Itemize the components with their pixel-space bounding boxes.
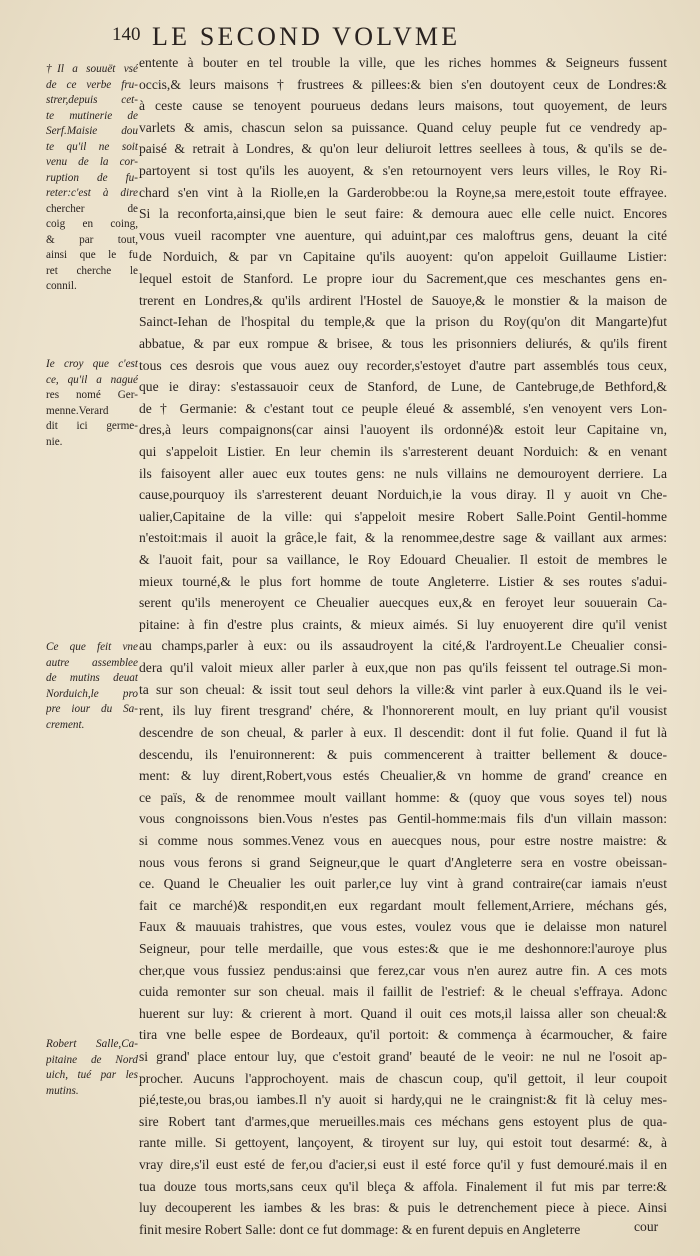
text-line: cause,pourquoy ils s'arresterent deuant Norduich,ie la vous diray. Il y auoit vn Che- xyxy=(139,487,667,503)
catchword: cour xyxy=(634,1219,659,1234)
margin-note-line: †Il a souuët vsé xyxy=(46,63,138,75)
text-line: vray dire,s'il eust esté de fer,ou d'acier,si eust il esté force qu'il y fust demouré.mais il en xyxy=(139,1157,667,1173)
text-line: tua douze tous morts,sans ceux qu'il bleça & affola. Finalement il fut mis par terre:& xyxy=(139,1178,667,1194)
margin-note-line: venu de la cor- xyxy=(46,156,138,168)
text-line: mieux tourné,& le plus fort homme de toute Angleterre. Listier & ses routes s'adui- xyxy=(139,573,667,589)
margin-note-line: dit ici germe- xyxy=(46,420,138,432)
margin-note-line: pre iour du Sa- xyxy=(46,703,138,715)
text-line: vous vueil racompter vne auenture, qui aduint,par ces maloftrus gens, deuant la cité xyxy=(139,227,667,243)
text-line: n'estoit:mais il auoit la grâce,le fait, & la renommee,destre sage & vaillant aux armes: xyxy=(139,530,667,546)
margin-note-line: Norduich,le pro xyxy=(46,687,138,700)
margin-note-line: uich, tué par les xyxy=(46,1069,138,1081)
margin-note-line: ainsi que le fu xyxy=(46,249,138,261)
text-line: au champs,parler à eux: ou ils assaudroyent la cité,& l'ardroyent.Le Cheualier consi- xyxy=(139,638,667,654)
text-line: varlets & amis, chascun selon sa puissance. Quand celuy peuple fut ce vendredy ap- xyxy=(139,119,667,135)
text-line: pitaine: à fin d'estre plus craints, & mieux aimés. Si luy enuoyerent dire qu'il venist xyxy=(139,616,667,632)
text-line: procher. Aucuns l'approchoyent. mais de chascun coup, qu'il gettoit, il leur coupoit xyxy=(139,1070,667,1086)
text-line: descendre de son cheual, & parler à eux. Il descendit: dont il fut folie. Quand il fut là xyxy=(139,724,667,740)
text-line: luy decouperent les iambes & les bras: & puis le detrenchement piece à piece. Ainsi xyxy=(139,1200,667,1216)
text-line: descendu, ils l'enuironnerent: & puis commencerent à traitter bellement & douce- xyxy=(139,746,667,762)
margin-note-norduich-assembly xyxy=(46,640,138,733)
text-line: cuida remonter sur son cheual. mais il faillit de l'estrief: & le cheual s'effraya. Adonc xyxy=(139,984,667,1000)
margin-note-line: res nomé Ger- xyxy=(46,389,138,401)
margin-note-germenne xyxy=(46,357,138,450)
margin-note-line: chercher de xyxy=(46,202,138,215)
text-line: serent qu'ils meneroyent ce Cheualier auecques eux,& en feroyet leur souuerain Ca- xyxy=(139,595,667,611)
margin-note-line: Ce que feit vne xyxy=(46,641,138,653)
text-line: si grand' place entour luy, que c'estoit grand' beauté de le veoir: ne nul ne l'osoit ap- xyxy=(139,1049,667,1065)
text-line: de Norduich, & par vn Capitaine qu'ils auoyent: qu'on appeloit Guillaume Listier: xyxy=(139,249,667,265)
margin-note-line: Robert Salle,Ca- xyxy=(46,1038,138,1050)
text-line: paisé & retrait à Londres, & qu'on leur deliuroit lettres seellees à tous, & qu'ils se de- xyxy=(139,141,667,157)
running-head: LE SECOND VOLVME xyxy=(152,22,461,51)
text-line: sire Robert tant d'armes,que merueilles.mais ces méchans gens estoyent plus de qua- xyxy=(139,1113,667,1129)
main-text-block xyxy=(139,52,667,1241)
text-line: huerent sur luy: & crierent à mort. Quand il ouit ces mots,il laissa aller son cheual:& xyxy=(139,1005,667,1021)
margin-note-frustrer xyxy=(46,62,138,295)
text-line: ce païs, & de renommee moult vaillant homme: & (quoy que vous soyes tel) nous xyxy=(139,789,667,805)
margin-note-line: connil. xyxy=(46,280,77,292)
text-line: tous ces desrois que vous auez ouy recorder,s'estoyet d'autre part assemblés tous ceux, xyxy=(139,357,667,373)
text-line: dres,à leurs compaignons(car ainsi l'auoyent ils ordonné)& estoit leur Capitaine vn, xyxy=(139,422,667,438)
margin-note-line: strer,depuis cet- xyxy=(46,94,138,106)
page-header xyxy=(112,24,592,50)
text-line: Si la reconforta,ainsi,que bien le seut faire: & demoura auec elle celle nuict. Encores xyxy=(139,206,667,222)
margin-note-line: Ie croy que c'est xyxy=(46,358,138,370)
text-line: partoyent si tost qu'ils les auoyent, & s'en retournoyent vers leurs villes, le Roy Ri- xyxy=(139,163,667,179)
margin-note-line: autre assemblee xyxy=(46,656,138,669)
margin-note-line: nie. xyxy=(46,435,63,448)
margin-note-line: ruption de fu- xyxy=(46,171,138,184)
text-line: finit mesire Robert Salle: dont ce fut dommage: & en furent depuis en Angleterre xyxy=(139,1221,581,1237)
margin-note-line: menne.Verard xyxy=(46,404,109,417)
text-line: fait ce marché)& respondit,en eux regardant moult fellement,Arriere, méchans gés, xyxy=(139,897,667,913)
margin-note-line: de mutins deuat xyxy=(46,672,138,684)
margin-note-line: te qu'il ne soit xyxy=(46,140,138,153)
text-line: rante mille. Si gettoyent, lançoyent, & tiroyent sur luy, qui estoit tout desarmé: &, à xyxy=(139,1135,667,1151)
margin-note-line: ce, qu'il a nagué xyxy=(46,373,138,386)
page-number: 140 xyxy=(112,24,141,45)
text-line: si comme nous sommes.Venez vous en auecques nous, pour estre nostre maistre: & xyxy=(139,832,667,848)
margin-note-line: de ce verbe fru- xyxy=(46,78,138,91)
text-line: abbatue, & par eux rompue & brisee, & tous les prisonniers deliurés, & qu'ils firent xyxy=(139,335,667,351)
text-line: ce. Quand le Cheualier les ouit parler,ce luy vint à grand contraire(car iamais n'eust xyxy=(139,876,667,892)
text-line: ment: & luy dirent,Robert,vous estés Cheualier,& vn homme de grand' creance en xyxy=(139,768,667,784)
margin-note-line: te mutinerie de xyxy=(46,109,138,122)
margin-note-line: reter:c'est à dire xyxy=(46,187,138,199)
text-line: nous vous ferons si grand Seigneur,que le quart d'Angleterre sera en vostre obeissan- xyxy=(139,854,667,870)
text-line: à ceste cause se tenoyent pourueus dedans leurs maisons, tout quoyement, de leurs xyxy=(139,98,667,114)
text-line: ta sur son cheual: & issit tout seul dehors la ville:& vint parler à eux.Quand ils le vei- xyxy=(139,681,667,697)
margin-note-line: mutins. xyxy=(46,1084,79,1097)
text-line: ualier,Capitaine de la ville: qui s'appeloit mesire Robert Salle.Point Gentil-homme xyxy=(139,508,667,524)
margin-note-line: & par tout, xyxy=(46,233,138,246)
margin-note-line: coig en coing, xyxy=(46,218,138,230)
text-line: cher,que vous fussiez pendus:ainsi que ferez,car vous n'en aurez autre fin. A ces mots xyxy=(139,962,667,978)
text-line: Sainct-Iehan de l'hospital du temple,& que la prison du Roy(qu'on dit Mangarte)fut xyxy=(139,314,667,330)
text-line: de † Germanie: & c'estant tout ce peuple éleué & assemblé, s'en venoyent vers Lon- xyxy=(139,400,667,416)
text-line: vous congnoissons bien.Vous n'estes pas Gentil-homme:mais fils d'un villain masson: xyxy=(139,811,667,827)
text-line: Faux & mauuais trahistres, que vous estes, voulez vous que ie delaisse mon naturel xyxy=(139,919,667,935)
text-line: lequel estoit de Stanford. Le propre iour du Sacrement,que ces meschantes gens en- xyxy=(139,271,667,287)
text-line: pié,teste,ou bras,ou iambes.Il n'y auoit si hardy,qui ne le craingnist:& fit là celuy mes- xyxy=(139,1092,667,1108)
text-line: tira vne belle espee de Bordeaux, qu'il portoit: & commença à écarmoucher, & faire xyxy=(139,1027,667,1043)
text-line: Seigneur, pour telle merdaille, que vous estes:& que ie me deshonnore:l'auroye plus xyxy=(139,940,667,956)
text-line: chard s'en vint à la Riolle,en la Garderobbe:ou la Royne,sa mere,estoit toute effrayee. xyxy=(139,184,667,200)
text-line: & l'auoit fait, pour sa vaillance, le Roy Edouard Cheualier. Il estoit de membres le xyxy=(139,552,667,568)
margin-note-line: crement. xyxy=(46,718,85,731)
text-line: dera qu'il valoit mieux aller parler à eux,que non pas qu'ils feissent tel outrage.Si mon- xyxy=(139,660,667,676)
text-line: que ie diray: s'estassauoir ceux de Stanford, de Lune, de Cantebruge,de Bethford,& xyxy=(139,379,667,395)
margin-note-robert-salle xyxy=(46,1037,138,1099)
text-line: qui s'appeloit Listier. En leur chemin ils s'arresterent deuant Norduich: & en venant xyxy=(139,443,667,459)
margin-note-line: ret cherche le xyxy=(46,264,138,277)
text-line: entente à bouter en tel trouble la ville, que les riches hommes & Seigneurs fussent xyxy=(139,55,667,70)
text-line: ils faisoyent aller auec eux toutes gens: ne nuls villains ne demouroyent derriere. La xyxy=(139,465,667,481)
margin-note-line: Serf.Maisie dou xyxy=(46,125,138,137)
margin-note-line: pitaine de Nord xyxy=(46,1053,138,1066)
text-line: trerent en Londres,& qu'ils ardirent l'Hostel de Sauoye,& le monstier & la maison de xyxy=(139,292,667,308)
text-line: rent, ils luy firent tresgrand' chére, & l'honnorerent moult, en luy priant qu'il vousist xyxy=(139,703,667,719)
text-line: occis,& leurs maisons † frustrees & pillees:& bien s'en doutoyent ceux de Londres:& xyxy=(139,76,667,92)
